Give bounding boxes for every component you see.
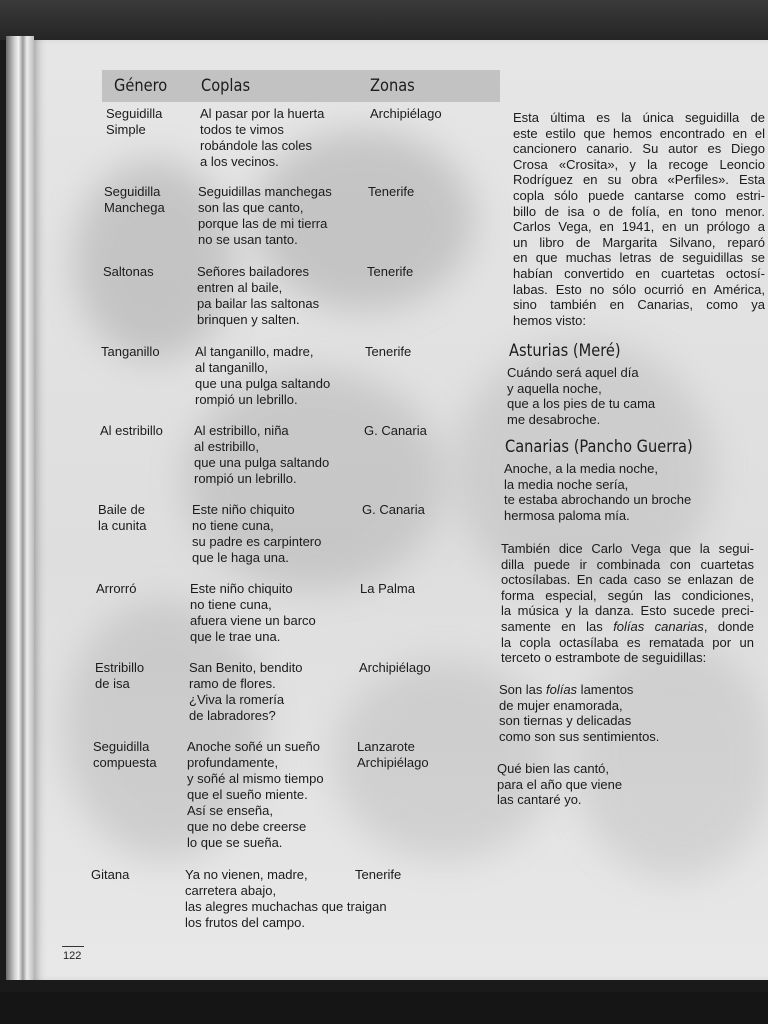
- copla-cell-line: que le trae una.: [190, 629, 281, 644]
- copla-cell-line: de labradores?: [189, 708, 276, 723]
- genre-cell-line: Seguidilla: [106, 106, 163, 121]
- header-genero: Género: [114, 76, 168, 96]
- zona-cell-line: Archipiélago: [357, 755, 429, 770]
- genre-cell-line: la cunita: [98, 518, 147, 533]
- copla-cell-line: robándole las coles: [200, 138, 313, 153]
- copla-cell-line: Al estribillo, niña: [194, 423, 289, 438]
- genre-cell-line: Seguidilla: [93, 739, 150, 754]
- zona-cell-line: Tenerife: [367, 264, 414, 279]
- copla-cell-line: no tiene cuna,: [192, 518, 274, 533]
- copla-cell-line: Al pasar por la huerta: [200, 106, 325, 121]
- copla-cell-line: Al tanganillo, madre,: [195, 344, 314, 359]
- genre-cell-line: Arrorró: [96, 581, 137, 596]
- copla-cell-line: entren al baile,: [197, 280, 283, 295]
- intro-paragraph: Esta última es la única seguidilla de este estilo que hemos encontrado en el cancionero canario. Su autor es Diego Crosa «Crosita», y la recoge Leoncio Rodríguez en su obra «Perfiles». Esta copla sólo puede cantarse como estri- billo de isa o de folía, en tono menor. Carlos Vega, en 1941, en un prólogo a un libro de Margarita Silvano, reparó en que muchas letras de seguidillas se habían convertido en cuartetas octosí- labas. Esto no sólo ocurrió en América, sino también en Canarias, como ya hemos visto:: [513, 110, 765, 328]
- copla-cell-line: los frutos del campo.: [185, 915, 305, 930]
- header-coplas: Coplas: [201, 76, 251, 96]
- copla-cell-line: las alegres muchachas que traigan: [185, 899, 387, 914]
- copla-cell-line: y soñé al mismo tiempo: [187, 771, 324, 786]
- copla-cell-line: todos te vimos: [200, 122, 284, 137]
- copla-cell-line: lo que se sueña.: [187, 835, 283, 850]
- copla-cell-line: rompió un lebrillo.: [195, 392, 298, 407]
- copla-cell-line: que el sueño miente.: [187, 787, 308, 802]
- zona-cell-line: G. Canaria: [362, 502, 425, 517]
- vega-paragraph: También dice Carlo Vega que la segui- dilla puede ir combinada con cuartetas octosílabas. En cada caso se enlazan de forma especial, según las condiciones, la música y la danza. Esto sucede preci- samente en las folías canarias, donde la copla octasílaba es rematada por un terceto o estrambote de seguidillas:: [501, 541, 754, 666]
- copla-cell-line: que le haga una.: [192, 550, 289, 565]
- copla-cell-line: Este niño chiquito: [190, 581, 293, 596]
- copla-cell-line: Anoche soñé un sueño: [187, 739, 320, 754]
- genre-cell-line: compuesta: [93, 755, 157, 770]
- copla-cell-line: San Benito, bendito: [189, 660, 303, 675]
- copla-cell-line: profundamente,: [187, 755, 279, 770]
- copla-cell-line: Este niño chiquito: [192, 502, 295, 517]
- canarias-heading: Canarias (Pancho Guerra): [505, 437, 693, 457]
- copla-cell-line: que una pulga saltando: [195, 376, 331, 391]
- copla-cell-line: Señores bailadores: [197, 264, 310, 279]
- page-number-rule: [62, 946, 84, 947]
- copla-cell-line: rompió un lebrillo.: [194, 471, 297, 486]
- genre-cell-line: Estribillo: [95, 660, 145, 675]
- asturias-verse: Cuándo será aquel día y aquella noche, que a los pies de tu cama me desabroche.: [507, 365, 656, 427]
- folias-verse: Son las folías lamentos de mujer enamorada, son tiernas y delicadas como son sus sentimientos.: [499, 682, 660, 744]
- genre-cell-line: Manchega: [104, 200, 165, 215]
- copla-cell-line: que no debe creerse: [187, 819, 307, 834]
- genre-cell-line: Baile de: [98, 502, 145, 517]
- canarias-verse: Anoche, a la media noche, la media noche sería, te estaba abrochando un broche hermosa paloma mía.: [504, 461, 692, 523]
- page-number: 122: [63, 950, 82, 962]
- copla-cell-line: son las que canto,: [198, 200, 304, 215]
- copla-cell-line: afuera viene un barco: [190, 613, 316, 628]
- copla-cell-line: que una pulga saltando: [194, 455, 330, 470]
- zona-cell-line: Archipiélago: [359, 660, 431, 675]
- book-binding: [6, 36, 34, 980]
- copla-cell-line: su padre es carpintero: [192, 534, 322, 549]
- scanner-bottom-edge: [0, 992, 768, 1024]
- genre-cell-line: Tanganillo: [101, 344, 160, 359]
- genre-cell-line: Simple: [106, 122, 146, 137]
- zona-cell-line: Lanzarote: [357, 739, 415, 754]
- genre-cell-line: Saltonas: [103, 264, 154, 279]
- copla-cell-line: carretera abajo,: [185, 883, 277, 898]
- genre-cell-line: Seguidilla: [104, 184, 161, 199]
- copla-cell-line: pa bailar las saltonas: [197, 296, 320, 311]
- copla-cell-line: al tanganillo,: [195, 360, 268, 375]
- copla-cell-line: ¿Viva la romería: [189, 692, 285, 707]
- final-verse: Qué bien las cantó, para el año que viene las cantaré yo.: [497, 761, 623, 808]
- zona-cell-line: Archipiélago: [370, 106, 442, 121]
- copla-cell-line: no tiene cuna,: [190, 597, 272, 612]
- genre-cell-line: Al estribillo: [100, 423, 163, 438]
- zona-cell-line: Tenerife: [368, 184, 415, 199]
- zona-cell-line: Tenerife: [365, 344, 412, 359]
- zona-cell-line: Tenerife: [355, 867, 402, 882]
- right-column: [34, 40, 768, 980]
- zona-cell-line: G. Canaria: [364, 423, 427, 438]
- header-zonas: Zonas: [370, 76, 415, 96]
- copla-cell-line: Seguidillas manchegas: [198, 184, 332, 199]
- zona-cell-line: La Palma: [360, 581, 415, 596]
- copla-cell-line: porque las de mi tierra: [198, 216, 328, 231]
- asturias-heading: Asturias (Meré): [509, 341, 621, 361]
- scanner-top-edge: [0, 0, 768, 40]
- genre-cell-line: Gitana: [91, 867, 130, 882]
- copla-cell-line: a los vecinos.: [200, 154, 279, 169]
- copla-cell-line: brinquen y salten.: [197, 312, 300, 327]
- copla-cell-line: ramo de flores.: [189, 676, 276, 691]
- genre-cell-line: de isa: [95, 676, 130, 691]
- book-page: [34, 40, 768, 980]
- copla-cell-line: Así se enseña,: [187, 803, 273, 818]
- copla-cell-line: Ya no vienen, madre,: [185, 867, 308, 882]
- copla-cell-line: no se usan tanto.: [198, 232, 298, 247]
- copla-cell-line: al estribillo,: [194, 439, 260, 454]
